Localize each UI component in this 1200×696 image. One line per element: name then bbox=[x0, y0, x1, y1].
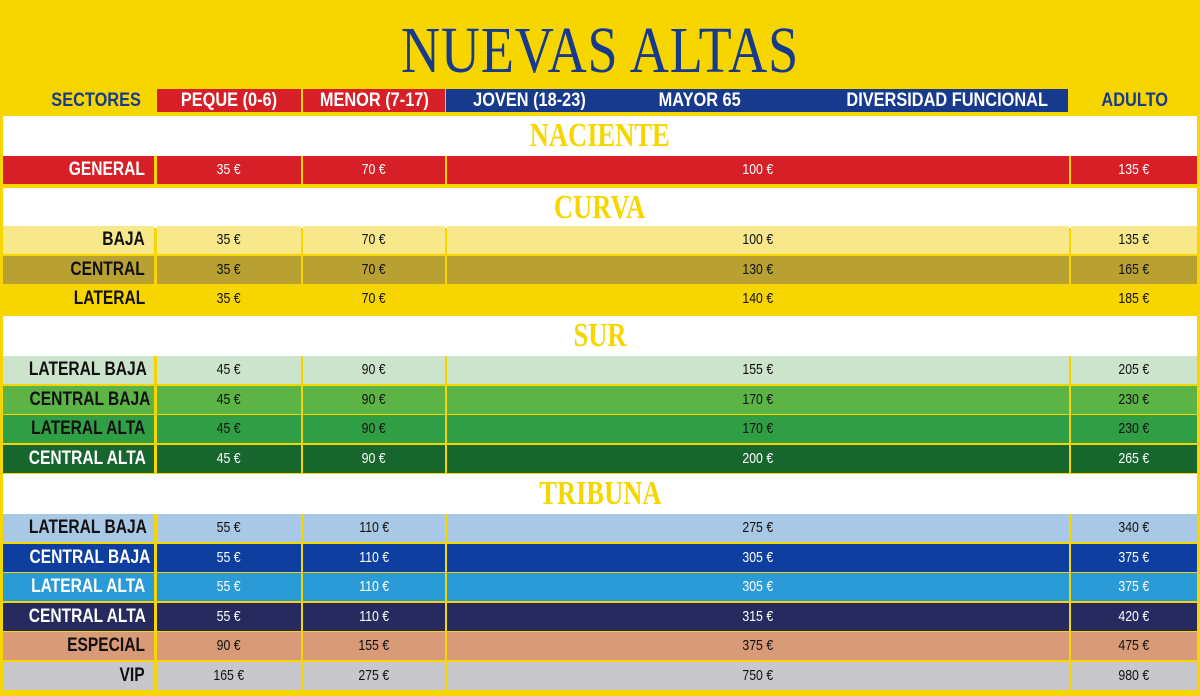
price-joven-mayor-diversidad bbox=[447, 662, 1069, 690]
row-label bbox=[3, 662, 154, 690]
price-menor-value: 110 € bbox=[359, 549, 389, 566]
section-title: TRIBUNA bbox=[538, 475, 662, 512]
price-menor-value: 110 € bbox=[359, 608, 389, 625]
price-row bbox=[3, 662, 1197, 690]
row-label-text: LATERAL BAJA bbox=[28, 517, 147, 538]
price-menor-value: 90 € bbox=[362, 450, 386, 467]
price-peque bbox=[157, 603, 301, 631]
row-label-text: ESPECIAL bbox=[67, 635, 145, 656]
price-peque-value: 55 € bbox=[217, 608, 241, 625]
price-joven-mayor-diversidad-value: 140 € bbox=[742, 290, 774, 307]
row-label bbox=[3, 544, 154, 572]
price-joven-mayor-diversidad bbox=[447, 573, 1069, 601]
price-adulto bbox=[1071, 226, 1197, 254]
price-joven-mayor-diversidad bbox=[447, 356, 1069, 384]
price-peque-value: 55 € bbox=[217, 519, 241, 536]
price-adulto-value: 230 € bbox=[1118, 420, 1150, 437]
row-label bbox=[3, 386, 154, 414]
row-label bbox=[3, 573, 154, 601]
price-adulto bbox=[1071, 544, 1197, 572]
price-peque bbox=[157, 415, 301, 443]
price-peque-value: 45 € bbox=[217, 450, 241, 467]
price-peque bbox=[157, 285, 301, 313]
row-label-text: LATERAL BAJA bbox=[28, 359, 147, 380]
price-peque bbox=[157, 544, 301, 572]
price-joven-mayor-diversidad-value: 155 € bbox=[742, 361, 774, 378]
price-peque bbox=[157, 445, 301, 473]
price-menor-value: 90 € bbox=[362, 420, 386, 437]
price-peque bbox=[157, 632, 301, 660]
price-adulto-value: 340 € bbox=[1118, 519, 1150, 536]
price-joven-mayor-diversidad bbox=[447, 226, 1069, 254]
price-row bbox=[3, 226, 1197, 254]
header-mayor-label: MAYOR 65 bbox=[658, 90, 741, 111]
price-peque-value: 35 € bbox=[217, 231, 241, 248]
row-label bbox=[3, 415, 154, 443]
price-row bbox=[3, 415, 1197, 443]
page-title: NUEVAS ALTAS bbox=[401, 14, 799, 87]
price-joven-mayor-diversidad-value: 170 € bbox=[742, 420, 774, 437]
price-row bbox=[3, 256, 1197, 284]
price-adulto bbox=[1071, 256, 1197, 284]
price-menor bbox=[303, 514, 445, 542]
price-menor bbox=[303, 573, 445, 601]
price-row bbox=[3, 632, 1197, 660]
row-label-text: LATERAL bbox=[73, 288, 145, 309]
header-menor bbox=[303, 89, 445, 112]
price-adulto bbox=[1071, 285, 1197, 313]
price-peque-value: 45 € bbox=[217, 361, 241, 378]
section-header bbox=[3, 316, 1197, 356]
header-menor-label: MENOR (7-17) bbox=[319, 90, 429, 111]
price-joven-mayor-diversidad-value: 275 € bbox=[742, 519, 774, 536]
price-adulto-value: 185 € bbox=[1118, 290, 1150, 307]
price-joven-mayor-diversidad-value: 100 € bbox=[742, 231, 774, 248]
header-sectores-label: SECTORES bbox=[51, 90, 141, 111]
price-peque-value: 45 € bbox=[217, 420, 241, 437]
price-menor-value: 70 € bbox=[362, 261, 386, 278]
price-row bbox=[3, 544, 1197, 572]
price-joven-mayor-diversidad bbox=[447, 386, 1069, 414]
price-peque bbox=[157, 514, 301, 542]
price-menor-value: 90 € bbox=[362, 391, 386, 408]
price-menor bbox=[303, 544, 445, 572]
row-label-text: CENTRAL ALTA bbox=[28, 448, 146, 469]
price-joven-mayor-diversidad bbox=[447, 156, 1069, 184]
price-row bbox=[3, 386, 1197, 414]
price-row bbox=[3, 156, 1197, 184]
price-menor bbox=[303, 226, 445, 254]
header-peque-label: PEQUE (0-6) bbox=[180, 90, 278, 111]
price-peque-value: 35 € bbox=[217, 290, 241, 307]
price-menor bbox=[303, 356, 445, 384]
row-label bbox=[3, 603, 154, 631]
header-joven-label: JOVEN (18-23) bbox=[473, 90, 586, 111]
row-label bbox=[3, 285, 154, 313]
section-title: CURVA bbox=[554, 189, 646, 226]
price-peque-value: 55 € bbox=[217, 578, 241, 595]
row-label-text: CENTRAL bbox=[70, 259, 145, 280]
price-menor-value: 110 € bbox=[359, 519, 389, 536]
price-menor bbox=[303, 256, 445, 284]
price-adulto bbox=[1071, 573, 1197, 601]
price-adulto-value: 375 € bbox=[1118, 578, 1150, 595]
price-joven-mayor-diversidad-value: 100 € bbox=[742, 161, 774, 178]
price-menor-value: 275 € bbox=[358, 667, 390, 684]
row-label bbox=[3, 226, 154, 254]
price-peque-value: 45 € bbox=[217, 391, 241, 408]
row-label-text: LATERAL ALTA bbox=[30, 576, 145, 597]
price-menor-value: 70 € bbox=[362, 290, 386, 307]
price-menor bbox=[303, 445, 445, 473]
price-adulto bbox=[1071, 514, 1197, 542]
price-peque bbox=[157, 226, 301, 254]
header-peque bbox=[157, 89, 301, 112]
price-row bbox=[3, 514, 1197, 542]
price-peque bbox=[157, 356, 301, 384]
price-menor-value: 155 € bbox=[358, 637, 390, 654]
row-label bbox=[3, 256, 154, 284]
price-menor-value: 70 € bbox=[362, 161, 386, 178]
header-adulto-label: ADULTO bbox=[1101, 90, 1169, 111]
section-header bbox=[3, 116, 1197, 156]
row-label bbox=[3, 514, 154, 542]
price-joven-mayor-diversidad bbox=[447, 632, 1069, 660]
price-menor bbox=[303, 415, 445, 443]
price-row bbox=[3, 445, 1197, 473]
row-label-text: CENTRAL ALTA bbox=[28, 606, 146, 627]
price-adulto-value: 375 € bbox=[1118, 549, 1150, 566]
price-menor bbox=[303, 285, 445, 313]
price-adulto-value: 230 € bbox=[1118, 391, 1150, 408]
price-joven-mayor-diversidad-value: 305 € bbox=[742, 549, 774, 566]
header-diversidad-label: DIVERSIDAD FUNCIONAL bbox=[846, 90, 1048, 111]
price-row bbox=[3, 285, 1197, 313]
price-joven-mayor-diversidad-value: 130 € bbox=[742, 261, 774, 278]
price-row bbox=[3, 603, 1197, 631]
price-peque bbox=[157, 386, 301, 414]
row-label bbox=[3, 356, 154, 384]
price-joven-mayor-diversidad-value: 200 € bbox=[742, 450, 774, 467]
price-joven-mayor-diversidad-value: 170 € bbox=[742, 391, 774, 408]
section-header bbox=[3, 474, 1197, 514]
price-peque-value: 35 € bbox=[217, 161, 241, 178]
header-adulto bbox=[1070, 89, 1200, 112]
price-adulto-value: 135 € bbox=[1118, 231, 1150, 248]
price-peque-value: 90 € bbox=[217, 637, 241, 654]
price-peque bbox=[157, 662, 301, 690]
price-joven-mayor-diversidad-value: 750 € bbox=[742, 667, 774, 684]
price-menor bbox=[303, 156, 445, 184]
price-menor-value: 70 € bbox=[362, 231, 386, 248]
row-label-text: BAJA bbox=[102, 229, 145, 250]
price-adulto bbox=[1071, 356, 1197, 384]
price-adulto bbox=[1071, 156, 1197, 184]
price-adulto bbox=[1071, 632, 1197, 660]
price-menor bbox=[303, 603, 445, 631]
price-joven-mayor-diversidad-value: 375 € bbox=[742, 637, 774, 654]
price-joven-mayor-diversidad-value: 305 € bbox=[742, 578, 774, 595]
section-header bbox=[3, 188, 1197, 228]
price-menor-value: 110 € bbox=[359, 578, 389, 595]
row-label-text: GENERAL bbox=[68, 159, 145, 180]
price-menor bbox=[303, 386, 445, 414]
section-title: SUR bbox=[573, 317, 627, 354]
price-adulto-value: 420 € bbox=[1118, 608, 1150, 625]
row-label bbox=[3, 156, 154, 184]
price-adulto bbox=[1071, 415, 1197, 443]
row-label bbox=[3, 632, 154, 660]
price-joven-mayor-diversidad bbox=[447, 415, 1069, 443]
price-joven-mayor-diversidad bbox=[447, 603, 1069, 631]
price-menor-value: 90 € bbox=[362, 361, 386, 378]
row-label-text: CENTRAL BAJA bbox=[29, 547, 151, 568]
price-menor bbox=[303, 632, 445, 660]
price-peque-value: 165 € bbox=[213, 667, 245, 684]
price-joven-mayor-diversidad bbox=[447, 445, 1069, 473]
price-row bbox=[3, 573, 1197, 601]
price-adulto bbox=[1071, 386, 1197, 414]
price-menor bbox=[303, 662, 445, 690]
price-peque bbox=[157, 573, 301, 601]
price-joven-mayor-diversidad-value: 315 € bbox=[742, 608, 774, 625]
header-adult-discount-band bbox=[446, 89, 1068, 112]
price-adulto-value: 165 € bbox=[1118, 261, 1150, 278]
price-adulto-value: 265 € bbox=[1118, 450, 1150, 467]
price-row bbox=[3, 356, 1197, 384]
row-label-text: LATERAL ALTA bbox=[30, 418, 145, 439]
price-joven-mayor-diversidad bbox=[447, 285, 1069, 313]
row-label bbox=[3, 445, 154, 473]
price-joven-mayor-diversidad bbox=[447, 256, 1069, 284]
price-adulto-value: 980 € bbox=[1118, 667, 1150, 684]
price-joven-mayor-diversidad bbox=[447, 514, 1069, 542]
price-adulto-value: 205 € bbox=[1118, 361, 1150, 378]
price-adulto-value: 135 € bbox=[1118, 161, 1150, 178]
section-title: NACIENTE bbox=[529, 117, 670, 154]
price-adulto bbox=[1071, 603, 1197, 631]
price-peque-value: 55 € bbox=[217, 549, 241, 566]
price-peque bbox=[157, 256, 301, 284]
price-joven-mayor-diversidad bbox=[447, 544, 1069, 572]
price-adulto bbox=[1071, 662, 1197, 690]
price-peque-value: 35 € bbox=[217, 261, 241, 278]
price-adulto bbox=[1071, 445, 1197, 473]
price-peque bbox=[157, 156, 301, 184]
header-sectores bbox=[40, 89, 152, 112]
row-label-text: VIP bbox=[119, 665, 145, 686]
price-adulto-value: 475 € bbox=[1118, 637, 1150, 654]
row-label-text: CENTRAL BAJA bbox=[29, 389, 151, 410]
